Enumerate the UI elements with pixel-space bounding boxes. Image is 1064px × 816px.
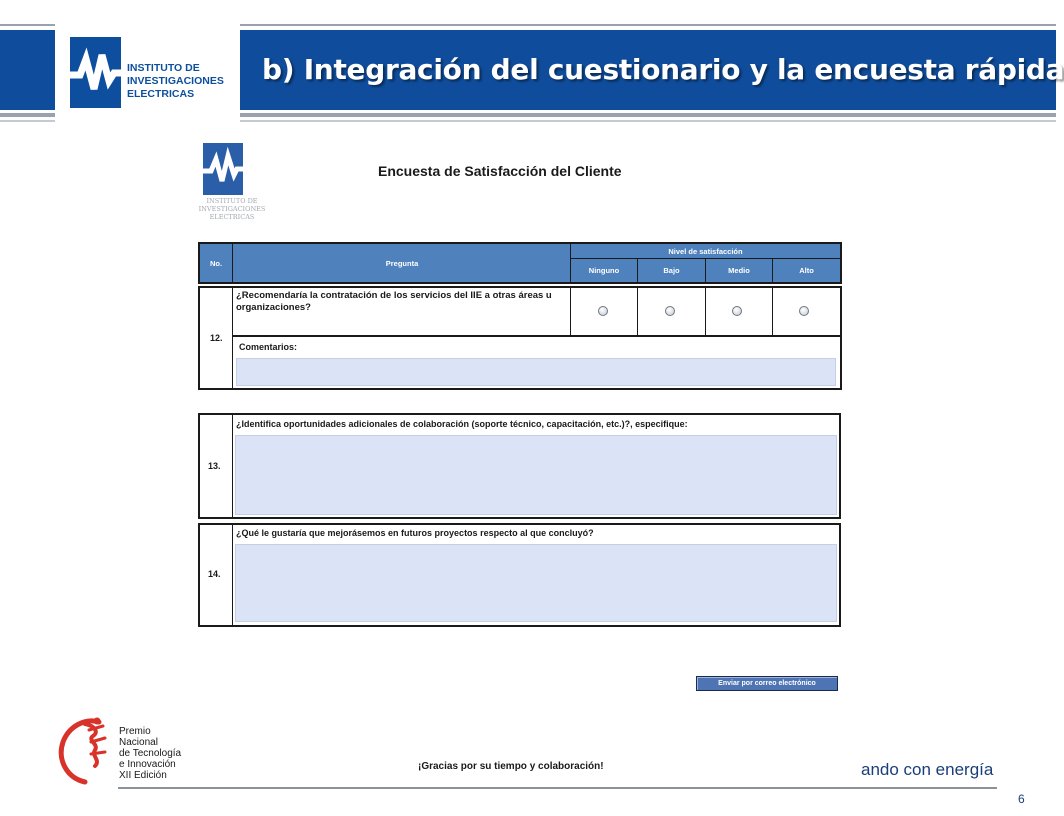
premio-line-3: de Tecnología xyxy=(119,748,182,759)
radio-bajo[interactable] xyxy=(665,306,675,316)
header-option-bajo: Bajo xyxy=(663,266,680,275)
question-12-text: ¿Recomendaría la contratación de los servicios del IIE a otras áreas u organizaciones? xyxy=(236,290,552,313)
page-number: 6 xyxy=(1018,792,1025,806)
question-13-text: ¿Identifica oportunidades adicionales de colaboración (soporte técnico, capacitación, etc.)?, especifique: xyxy=(236,419,688,429)
row-divider xyxy=(637,288,638,335)
footer-slogan: ando con energía xyxy=(861,760,994,779)
question-number: 14. xyxy=(208,569,221,579)
slide-title: b) Integración del cuestionario y la encuesta rápida xyxy=(262,53,1064,86)
iie-logo xyxy=(55,18,240,126)
header-question: Pregunta xyxy=(385,258,419,268)
form-logo-icon xyxy=(203,143,243,195)
row-divider xyxy=(772,288,773,335)
question-14-text: ¿Qué le gustaría que mejorásemos en futuros proyectos respecto al que concluyó? xyxy=(236,528,594,538)
premio-line-2: Nacional xyxy=(119,737,158,748)
send-email-button[interactable]: Enviar por correo electrónico xyxy=(696,676,838,691)
survey-form xyxy=(185,125,860,705)
header-option-ninguno: Ninguno xyxy=(588,266,620,275)
iie-logo-icon xyxy=(70,37,121,108)
comments-label: Comentarios: xyxy=(239,342,298,352)
header-level: Nivel de satisfacción xyxy=(668,246,743,256)
row-divider xyxy=(232,415,233,517)
premio-nacional-logo-icon xyxy=(55,716,115,786)
premio-line-4: e Innovación xyxy=(119,759,176,770)
question-number: 12. xyxy=(210,333,223,343)
row-divider xyxy=(232,335,840,337)
thanks-message: ¡Gracias por su tiempo y colaboración! xyxy=(418,761,604,772)
row-divider xyxy=(232,288,233,388)
comments-field[interactable] xyxy=(236,358,836,386)
question-13-block xyxy=(198,413,841,519)
premio-nacional-text xyxy=(119,726,182,781)
logo-line-2: INVESTIGACIONES xyxy=(127,75,224,87)
premio-line-1: Premio xyxy=(119,726,151,737)
form-logo-text xyxy=(185,197,279,221)
form-logo-line-2: INVESTIGACIONES xyxy=(198,205,266,213)
header-option-medio: Medio xyxy=(728,266,750,275)
radio-alto[interactable] xyxy=(799,306,809,316)
table-header xyxy=(198,242,842,284)
form-logo-line-1: INSTITUTO DE xyxy=(206,197,258,205)
question-12-block xyxy=(198,286,842,390)
header-option-alto: Alto xyxy=(799,266,814,275)
logo-line-1: INSTITUTO DE xyxy=(127,62,200,74)
row-divider xyxy=(705,288,706,335)
premio-line-5: XII Edición xyxy=(119,770,167,781)
iie-logo-text xyxy=(127,62,224,101)
logo-line-3: ELECTRICAS xyxy=(127,88,195,100)
footer-divider xyxy=(118,787,997,789)
answer-14-field[interactable] xyxy=(235,544,837,622)
answer-13-field[interactable] xyxy=(235,435,837,515)
form-logo-line-3: ELECTRICAS xyxy=(209,213,255,221)
question-number: 13. xyxy=(208,461,221,471)
question-14-block xyxy=(198,523,841,627)
form-title: Encuesta de Satisfacción del Cliente xyxy=(378,163,622,179)
radio-medio[interactable] xyxy=(732,306,742,316)
row-divider xyxy=(232,525,233,625)
row-divider xyxy=(570,288,571,335)
header-no: No. xyxy=(209,258,223,268)
radio-ninguno[interactable] xyxy=(598,306,608,316)
